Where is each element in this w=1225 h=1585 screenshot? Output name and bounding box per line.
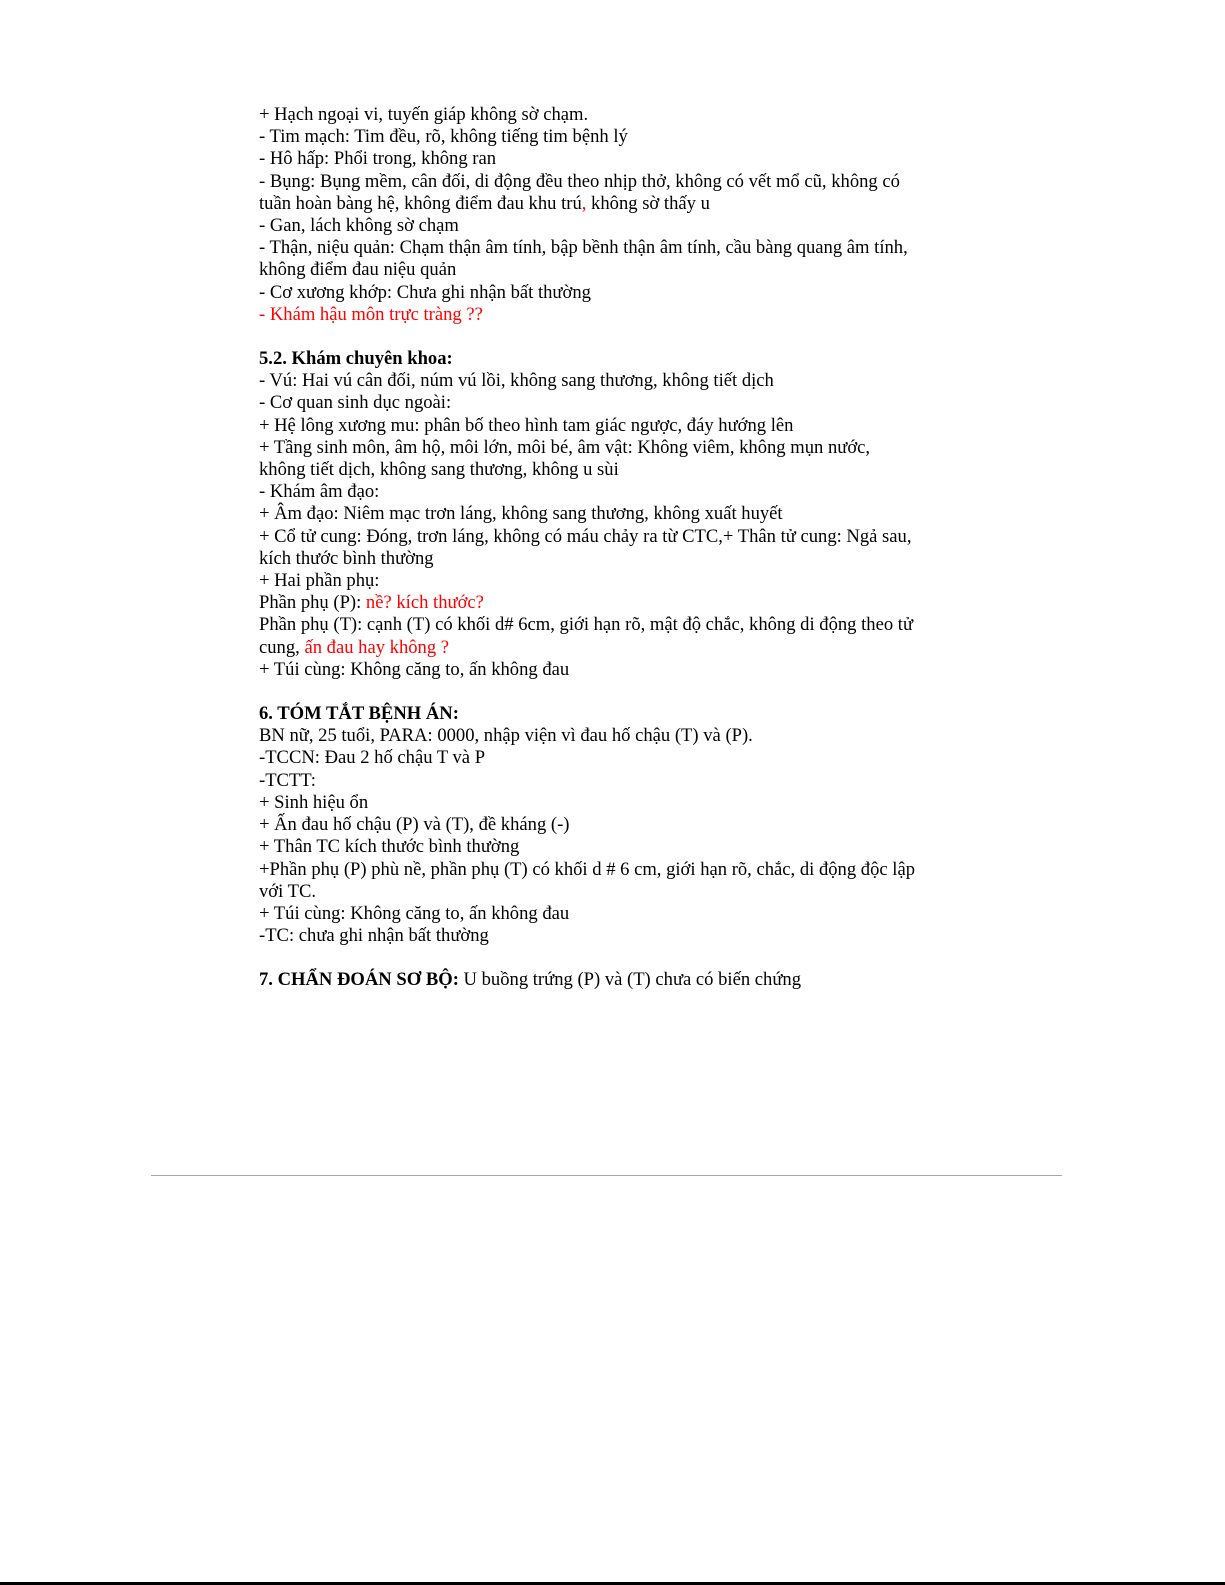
spacer	[259, 947, 959, 969]
specialty-line-vagina: + Âm đạo: Niêm mạc trơn láng, không sang thương, không xuất huyết	[259, 503, 783, 525]
highlight-question-size: nề? kích thước?	[365, 592, 484, 614]
exam-line-musculoskeletal: - Cơ xương khớp: Chưa ghi nhận bất thường	[259, 281, 591, 303]
exam-line-kidney: - Thận, niệu quản: Chạm thận âm tính, bập bềnh thận âm tính, cầu bàng quang âm tính,	[259, 237, 908, 259]
summary-line-symptoms: -TCCN: Đau 2 hố chậu T và P	[259, 747, 486, 769]
diagnosis-line	[259, 969, 959, 991]
specialty-line-cervix: + Cổ tử cung: Đóng, trơn láng, không có máu chảy ra từ CTC,+ Thân tử cung: Ngả sau,	[259, 525, 912, 547]
summary-line-history: -TC: chưa ghi nhận bất thường	[259, 925, 489, 947]
specialty-line-adnexa: + Hai phần phụ:	[259, 570, 380, 592]
summary-line-cul-de-sac: + Túi cùng: Không căng to, ấn không đau	[259, 902, 570, 924]
summary-line-adnexa-cont: với TC.	[259, 880, 317, 902]
specialty-line-cul-de-sac: + Túi cùng: Không căng to, ấn không đau	[259, 658, 570, 680]
specialty-line-left-adnexa-cont: cung, ấn đau hay không ?	[259, 636, 450, 658]
document-body	[259, 104, 959, 992]
specialty-line-cervix-cont: kích thước bình thường	[259, 547, 434, 569]
specialty-line-vaginal-exam: - Khám âm đạo:	[259, 481, 380, 503]
specialty-line-perineum: + Tầng sinh môn, âm hộ, môi lớn, môi bé, âm vật: Không viêm, không mụn nước,	[259, 436, 871, 458]
exam-line-respiratory: - Hô hấp: Phổi trong, không ran	[259, 148, 497, 170]
summary-line-signs: -TCTT:	[259, 769, 316, 791]
summary-line-patient: BN nữ, 25 tuổi, PARA: 0000, nhập viện vì đau hố chậu (T) và (P).	[259, 725, 753, 747]
exam-line-abdomen: - Bụng: Bụng mềm, cân đối, di động đều theo nhịp thở, không có vết mổ cũ, không có	[259, 170, 900, 192]
summary-line-tenderness: + Ấn đau hố chậu (P) và (T), đề kháng (-)	[259, 814, 570, 836]
exam-line-cardio: - Tim mạch: Tim đều, rõ, không tiếng tim bệnh lý	[259, 126, 628, 148]
specialty-line-right-adnexa: Phần phụ (P): nề? kích thước?	[259, 592, 484, 614]
specialty-line-pubic-hair: + Hệ lông xương mu: phân bố theo hình tam giác ngược, đáy hướng lên	[259, 414, 794, 436]
section-heading-specialty: 5.2. Khám chuyên khoa:	[259, 348, 453, 370]
highlight-comma: ,	[581, 192, 587, 214]
diagnosis-text: U buồng trứng (P) và (T) chưa có biến chứng	[458, 969, 802, 991]
exam-line-abdomen-cont: tuần hoàn bàng hệ, không điểm đau khu trú, không sờ thấy u	[259, 192, 710, 214]
specialty-line-external-genital: - Cơ quan sinh dục ngoài:	[259, 392, 452, 414]
highlight-question-tenderness: ấn đau hay không ?	[304, 636, 450, 658]
summary-line-vitals: + Sinh hiệu ổn	[259, 791, 369, 813]
section-heading-summary: 6. TÓM TẮT BỆNH ÁN:	[259, 703, 459, 725]
exam-line-rectal-note: - Khám hậu môn trực tràng ??	[259, 303, 483, 325]
page-divider	[151, 1175, 1062, 1176]
spacer	[259, 326, 959, 348]
summary-line-adnexa: +Phần phụ (P) phù nề, phần phụ (T) có khối d # 6 cm, giới hạn rõ, chắc, di động độc lập	[259, 858, 915, 880]
specialty-line-perineum-cont: không tiết dịch, không sang thương, không u sùi	[259, 459, 619, 481]
specialty-line-left-adnexa: Phần phụ (T): cạnh (T) có khối d# 6cm, giới hạn rõ, mật độ chắc, không di động theo tử	[259, 614, 914, 636]
section-heading-diagnosis: 7. CHẨN ĐOÁN SƠ BỘ:	[259, 969, 459, 991]
exam-line-kidney-cont: không điểm đau niệu quản	[259, 259, 457, 281]
exam-line-liver-spleen: - Gan, lách không sờ chạm	[259, 215, 459, 237]
exam-line-lymph: + Hạch ngoại vi, tuyến giáp không sờ chạm.	[259, 104, 589, 125]
spacer	[259, 681, 959, 703]
summary-line-uterus: + Thân TC kích thước bình thường	[259, 836, 520, 858]
specialty-line-breast: - Vú: Hai vú cân đối, núm vú lồi, không sang thương, không tiết dịch	[259, 370, 774, 392]
